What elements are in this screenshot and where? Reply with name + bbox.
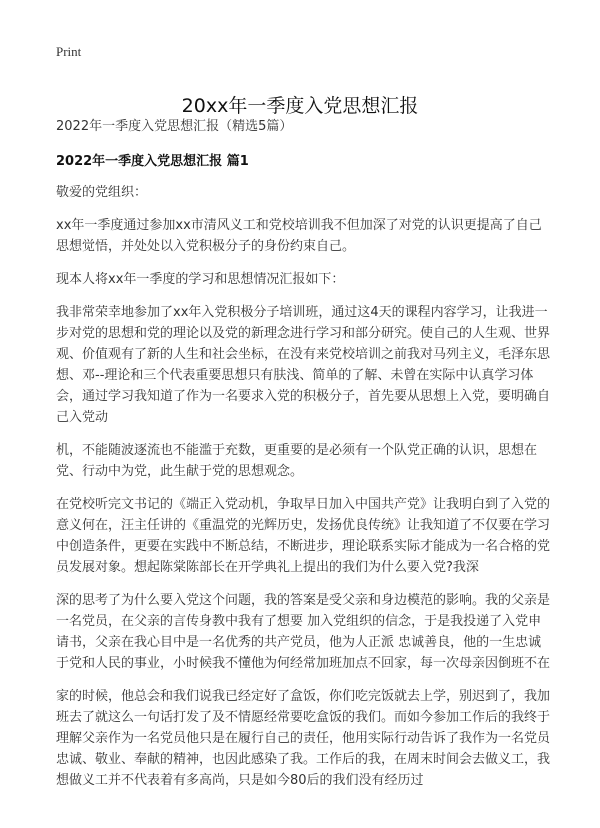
paragraph-3: 我非常荣幸地参加了xx年入党积极分子培训班，通过这4天的课程内容学习，让我进一步对党的思想和党的理论以及党的新理念进行学习和部分研究。使自己的人生观、世界观、价值观有了新的人生和社会坐标，在没有来党校培训之前我对马列主义，毛泽东思想、邓--理论和三个代表重要思想只有肤浅、简单的了解、未曾在实际中认真学习体会，通过学习我知道了作为一名要求入党的积极分子，首先要从思想上入党，要明确自己入党动 [56,305,551,425]
paragraph-1: xx年一季度通过参加xx市清风义工和党校培训我不但加深了对党的认识更提高了自己思想觉悟，并处处以入党积极分子的身份约束自己。 [56,218,542,254]
document-subtitle: 2022年一季度入党思想汇报（精选5篇） [56,119,293,134]
paragraph-6: 深的思考了为什么要入党这个问题，我的答案是受父亲和身边模范的影响。我的父亲是一名党员，在父亲的言传身教中我有了想要 加入党组织的信念，于是我投递了入党申请书，父亲在我心目中是一名优秀的共产党员，他为人正派 忠诚善良，他的一生忠诚于党和人民的事业，小时候我不懂他为何经常加班加点不回家，每一次母亲因倒班不在 [56,593,551,671]
paragraph-5: 在党校听完文书记的《端正入党动机，争取早日加入中国共产党》让我明白到了入党的意义何在，汪主任讲的《重温党的光辉历史，发扬优良传统》让我知道了不仅要在学习中创造条件，更要在实践中不断总结，不断进步，理论联系实际才能成为一名合格的党员发展对象。想起陈棠陈部长在开学典礼上提出的我们为什么要入党?我深 [56,497,551,575]
salutation: 敬爱的党组织： [56,185,148,200]
document-title: 20xx年一季度入党思想汇报 [181,94,419,117]
paragraph-7: 家的时候，他总会和我们说我已经定好了盒饭，你们吃完饭就去上学，别迟到了，我加班去了就这么一句话打发了及不情愿经常要吃盒饭的我们。而如今参加工作后的我终于理解父亲作为一名党员他只是在履行自己的责任，他用实际行动告诉了我作为一名党员忠诚、敬业、奉献的精神，也因此感染了我。工作后的我，在周末时间会去做义工，我想做义工并不代表着有多高尚，只是如今80后的我们没有经历过 [56,689,551,788]
paragraph-2: 现本人将xx年一季度的学习和思想情况汇报如下： [56,272,345,287]
paragraph-4: 机，不能随波逐流也不能滥于充数，更重要的是必须有一个队党正确的认识，思想在党、行动中为党，此生献于党的思想观念。 [56,443,538,479]
section-heading: 2022年一季度入党思想汇报 篇1 [56,154,249,169]
document-body [56,116,550,803]
print-link[interactable]: Print [56,44,82,59]
